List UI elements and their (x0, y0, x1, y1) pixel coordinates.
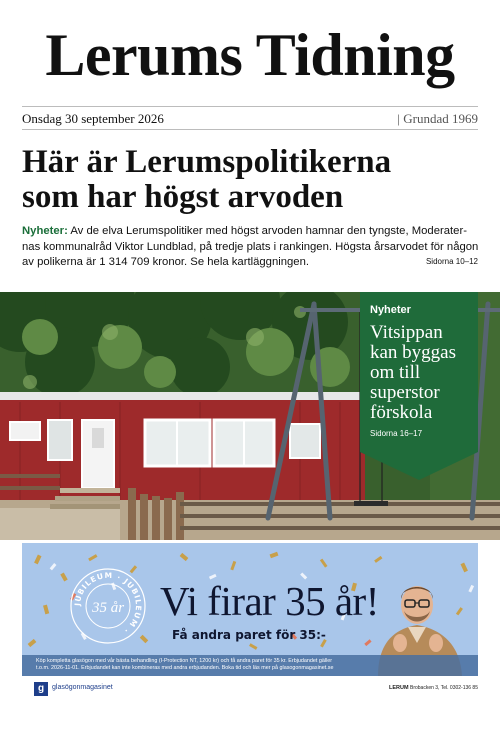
ad-fineprint-line-2: t.o.m. 2026-11-01. Erbjudandet kan inte kombineras med andra erbjudanden. Boka tid och läs mer på glasogonmagasinet.se (36, 665, 334, 671)
store-city: LERUM (389, 685, 409, 691)
store-details: Brobacken 3, Tel. 0302-136 85 (409, 685, 478, 691)
founded-year: | Grundad 1969 (397, 111, 478, 126)
brand-name[interactable]: glasögonmagasinet (52, 684, 113, 691)
issue-date: Onsdag 30 september 2026 (22, 111, 164, 126)
newspaper-masthead: Lerums Tidning (45, 22, 455, 88)
lede-kicker: Nyheter: (22, 225, 68, 237)
lead-lede (22, 224, 480, 271)
ad-fineprint-line-1: Köp kompletta glasögon med vår bästa behandling (I-Protection NT, 1200 kr) och få andra paret för 35 kr. Erbjudandet gäller (36, 658, 333, 664)
teaser-pages: Sidorna 16–17 (370, 429, 423, 438)
glasses-advertisement[interactable] (22, 543, 478, 676)
ad-title: Vi firar 35 år! (160, 578, 379, 624)
teaser-kicker: Nyheter (370, 304, 411, 316)
lead-headline[interactable] (22, 145, 482, 215)
headline-line-1: Här är Lerumspolitikerna (22, 144, 392, 180)
ad-footer (22, 680, 478, 698)
lede-text: Av de elva Lerumspolitiker med högst arvoden hamnar den tyngste, Moderater-nas kommunalråd Viktor Lundblad, på tredje plats i rankingen. Högsta årsarvodet för någon av polikerna är 1 314 709 kronor. Se hela kartläggningen. (22, 225, 479, 268)
ad-subtitle: Få andra paret för 35:- (172, 628, 326, 642)
dateline-bar (22, 106, 478, 130)
ad-fineprint (22, 655, 478, 676)
headline-line-2: som har högst arvoden (22, 179, 344, 215)
teaser-title: Vitsippan kan byggas om till superstor förskola (370, 322, 457, 423)
lead-pages-ref: Sidorna 10–12 (425, 257, 478, 266)
badge-center-text: 35 år (91, 600, 125, 616)
brand-logo-icon: g (34, 682, 48, 696)
preschool-teaser[interactable] (360, 292, 478, 480)
anniversary-badge (68, 566, 148, 646)
store-info (389, 685, 478, 691)
badge-ring-text: JUBILEUM · JUBILEUM · (72, 570, 144, 636)
